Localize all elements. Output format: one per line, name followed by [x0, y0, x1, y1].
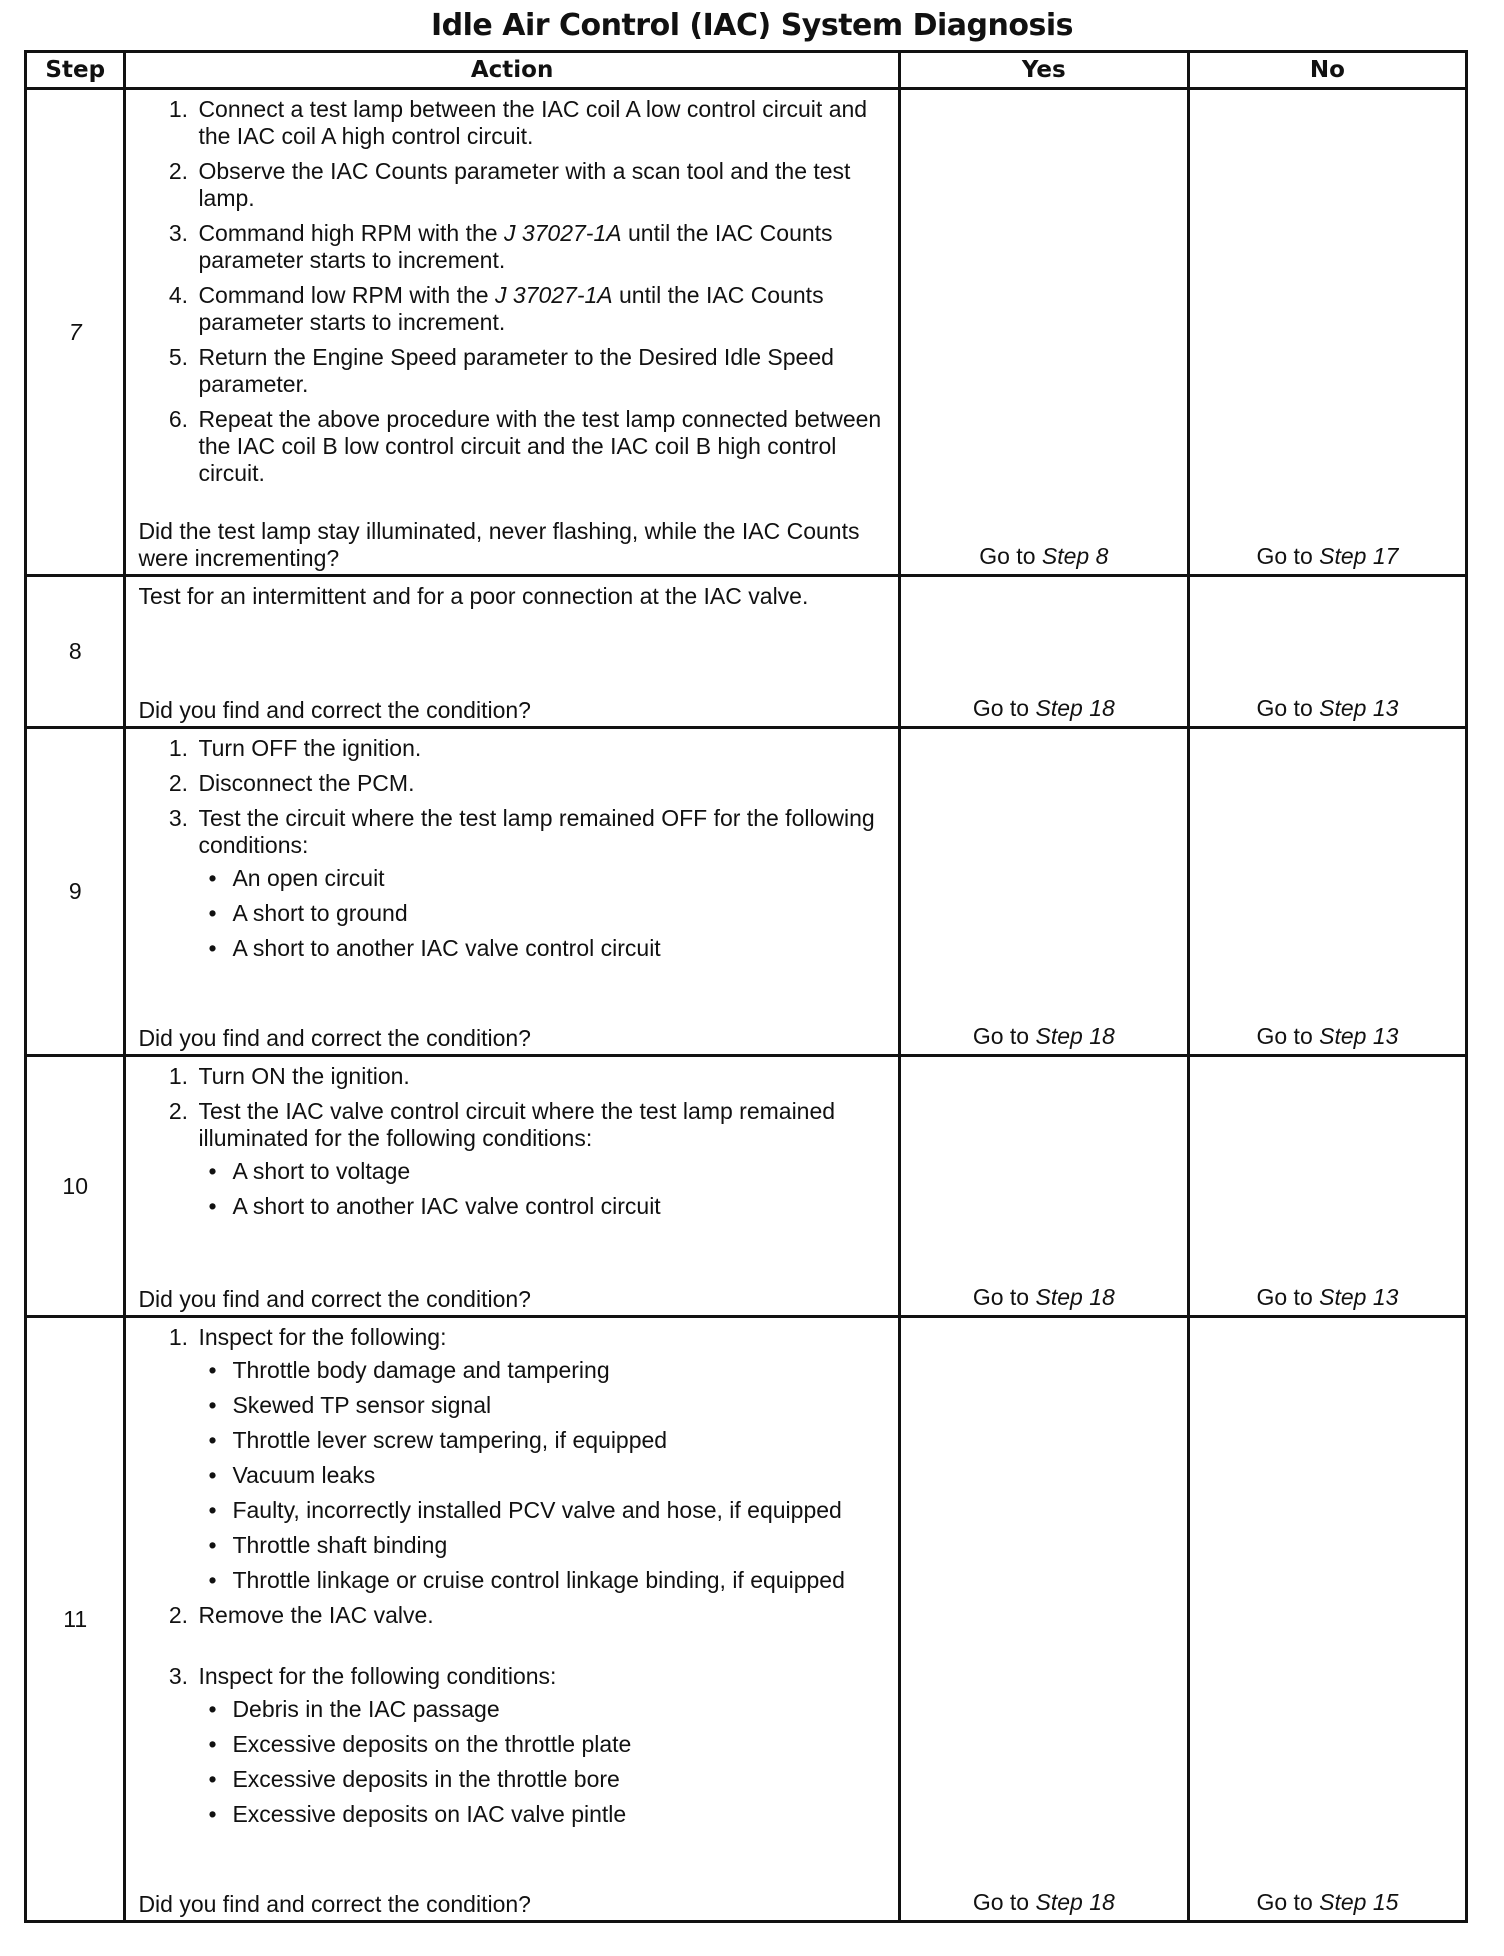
- action-list: [138, 1063, 885, 1228]
- header-row: [26, 52, 1467, 89]
- condition-item: • Throttle shaft binding: [232, 1532, 885, 1559]
- action-item: 6. Repeat the above procedure with the test lamp connected between the IAC coil B low control circuit and the IAC coil B high control circuit.: [194, 406, 885, 487]
- step-number: 9: [26, 728, 125, 1056]
- yes-cell: Go to Step 18: [899, 1056, 1188, 1317]
- condition-item: • Faulty, incorrectly installed PCV valve and hose, if equipped: [232, 1497, 885, 1524]
- header-step: Step: [26, 52, 125, 89]
- condition-list: [198, 1357, 885, 1594]
- action-question: Did you find and correct the condition?: [138, 1025, 531, 1051]
- no-cell: Go to Step 13: [1188, 576, 1466, 728]
- action-item: 1. Turn OFF the ignition.: [194, 735, 885, 762]
- header-yes: Yes: [899, 52, 1188, 89]
- no-step-link: Step 17: [1319, 543, 1399, 569]
- no-cell: Go to Step 13: [1188, 728, 1466, 1056]
- condition-item: • A short to another IAC valve control circuit: [232, 935, 885, 962]
- yes-step-link: Step 18: [1035, 695, 1115, 721]
- action-text: Test for an intermittent and for a poor connection at the IAC valve.: [138, 583, 809, 609]
- condition-item: • Throttle lever screw tampering, if equipped: [232, 1427, 885, 1454]
- yes-cell: Go to Step 18: [899, 576, 1188, 728]
- condition-list: [198, 865, 885, 962]
- action-item: 1. Turn ON the ignition.: [194, 1063, 885, 1090]
- action-item: 1. Inspect for the following: • Throttle body damage and tampering • Skewed TP sensor signal • Throttle lever screw tampering, if equipped • Vacuum leaks • Faulty, incorrectly installed PCV valve and hose, if equipped • Throttle shaft binding • Throttle linkage or cruise control linkage binding, if equipped: [194, 1324, 885, 1594]
- action-cell: [125, 1317, 899, 1922]
- action-cell: [125, 576, 899, 728]
- condition-item: • Excessive deposits on the throttle plate: [232, 1731, 885, 1758]
- no-cell: Go to Step 17: [1188, 89, 1466, 576]
- condition-item: • Throttle linkage or cruise control linkage binding, if equipped: [232, 1567, 885, 1594]
- action-list: [138, 735, 885, 970]
- action-list: [138, 1324, 885, 1836]
- table-row-step-8: [26, 576, 1467, 728]
- condition-item: • Skewed TP sensor signal: [232, 1392, 885, 1419]
- action-list: [138, 96, 885, 495]
- action-item: 1. Connect a test lamp between the IAC coil A low control circuit and the IAC coil A high control circuit.: [194, 96, 885, 150]
- table-row-step-9: [26, 728, 1467, 1056]
- yes-cell: Go to Step 18: [899, 728, 1188, 1056]
- action-cell: [125, 1056, 899, 1317]
- diagnosis-table: [24, 50, 1468, 1923]
- step-number: 11: [26, 1317, 125, 1922]
- condition-item: • Excessive deposits on IAC valve pintle: [232, 1801, 885, 1828]
- action-cell: [125, 89, 899, 576]
- header-action: Action: [125, 52, 899, 89]
- condition-item: • A short to ground: [232, 900, 885, 927]
- action-item: 3. Command high RPM with the J 37027-1A until the IAC Counts parameter starts to increment.: [194, 220, 885, 274]
- yes-cell: Go to Step 18: [899, 1317, 1188, 1922]
- step-number: 10: [26, 1056, 125, 1317]
- action-item: 3. Test the circuit where the test lamp remained OFF for the following conditions: • An open circuit • A short to ground • A short to another IAC valve control circuit: [194, 805, 885, 962]
- action-question: Did you find and correct the condition?: [138, 1891, 531, 1917]
- no-step-link: Step 13: [1319, 1023, 1399, 1049]
- yes-step-link: Step 18: [1035, 1023, 1115, 1049]
- condition-item: • An open circuit: [232, 865, 885, 892]
- condition-item: • Debris in the IAC passage: [232, 1696, 885, 1723]
- action-question: Did you find and correct the condition?: [138, 697, 531, 723]
- condition-item: • Excessive deposits in the throttle bore: [232, 1766, 885, 1793]
- no-cell: Go to Step 13: [1188, 1056, 1466, 1317]
- condition-item: • Throttle body damage and tampering: [232, 1357, 885, 1384]
- tool-reference: J 37027-1A: [503, 220, 622, 246]
- step-number: 7: [26, 89, 125, 576]
- action-cell: [125, 728, 899, 1056]
- page-title: Idle Air Control (IAC) System Diagnosis: [431, 8, 1073, 43]
- yes-step-link: Step 18: [1035, 1284, 1115, 1310]
- table-row-step-10: [26, 1056, 1467, 1317]
- action-item: 2. Observe the IAC Counts parameter with a scan tool and the test lamp.: [194, 158, 885, 212]
- condition-item: • Vacuum leaks: [232, 1462, 885, 1489]
- yes-step-link: Step 18: [1035, 1889, 1115, 1915]
- header-no: No: [1188, 52, 1466, 89]
- action-question: Did the test lamp stay illuminated, never flashing, while the IAC Counts were incrementing?: [138, 518, 860, 571]
- action-item: 3. Inspect for the following conditions: • Debris in the IAC passage • Excessive deposits on the throttle plate • Excessive deposits in the throttle bore • Excessive deposits on IAC valve pintle: [194, 1663, 885, 1828]
- table-row-step-7: [26, 89, 1467, 576]
- action-question: Did you find and correct the condition?: [138, 1286, 531, 1312]
- action-item: 5. Return the Engine Speed parameter to the Desired Idle Speed parameter.: [194, 344, 885, 398]
- yes-step-link: Step 8: [1041, 543, 1109, 569]
- condition-list: [198, 1696, 885, 1828]
- action-item: 4. Command low RPM with the J 37027-1A until the IAC Counts parameter starts to increment.: [194, 282, 885, 336]
- yes-cell: Go to Step 8: [899, 89, 1188, 576]
- no-step-link: Step 15: [1319, 1889, 1399, 1915]
- step-number: 8: [26, 576, 125, 728]
- no-step-link: Step 13: [1319, 695, 1399, 721]
- action-item: 2. Remove the IAC valve.: [194, 1602, 885, 1629]
- tool-reference: J 37027-1A: [494, 282, 613, 308]
- action-item: 2. Disconnect the PCM.: [194, 770, 885, 797]
- action-item: 2. Test the IAC valve control circuit where the test lamp remained illuminated for the following conditions: • A short to voltage • A short to another IAC valve control circuit: [194, 1098, 885, 1220]
- condition-item: • A short to voltage: [232, 1158, 885, 1185]
- no-step-link: Step 13: [1319, 1284, 1399, 1310]
- no-cell: Go to Step 15: [1188, 1317, 1466, 1922]
- condition-item: • A short to another IAC valve control circuit: [232, 1193, 885, 1220]
- table-row-step-11: [26, 1317, 1467, 1922]
- condition-list: [198, 1158, 885, 1220]
